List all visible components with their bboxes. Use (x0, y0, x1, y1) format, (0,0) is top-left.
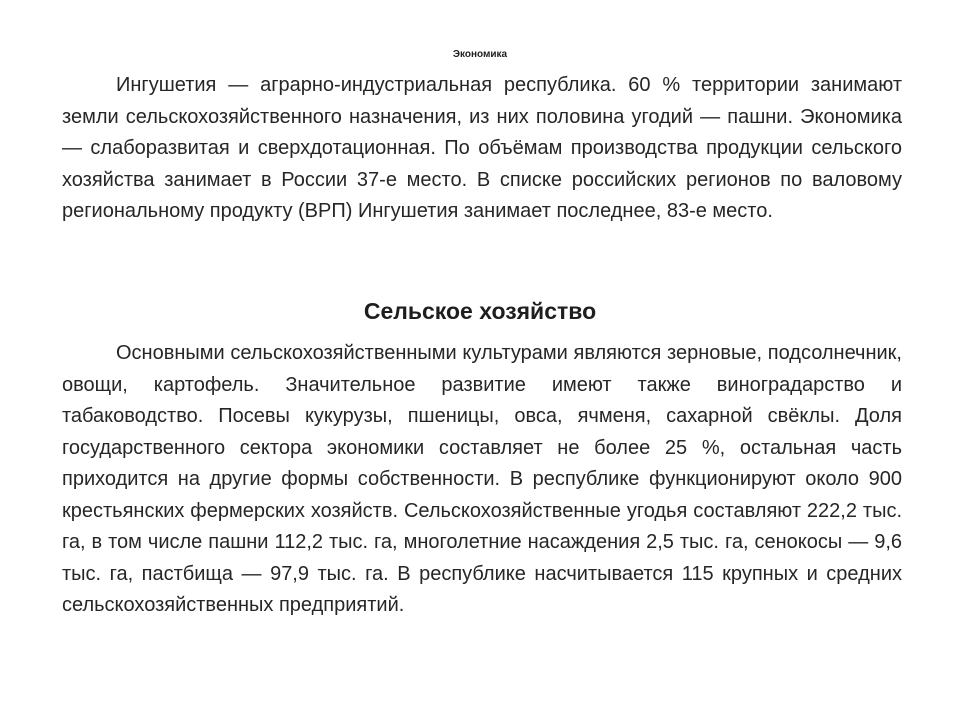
agriculture-paragraph: Основными сельскохозяйственными культурами являются зерновые, подсолнечник, овощи, картофель. Значительное развитие имеют также виноградарство и табаководство. Посевы кукурузы, пшеницы, овса, ячменя, сахарной свёклы. Доля государственного сектора экономики составляет не более 25 %, остальная часть приходится на другие формы собственности. В республике функционируют около 900 крестьянских фермерских хозяйств. Сельскохозяйственные угодья составляют 222,2 тыс. га, в том числе пашни 112,2 тыс. га, многолетние насаждения 2,5 тыс. га, сенокосы — 9,6 тыс. га, пастбища — 97,9 тыс. га. В республике насчитывается 115 крупных и средних сельскохозяйственных предприятий. (62, 342, 902, 616)
slide-title: Экономика (452, 49, 508, 60)
economy-paragraph: Ингушетия — аграрно-индустриальная республика. 60 % территории занимают земли сельскохозяйственного назначения, из них половина угодий — пашни. Экономика — слаборазвитая и сверхдотационная. По объёмам производства продукции сельского хозяйства занимает в России 37-е место. В списке российских регионов по валовому региональному продукту (ВРП) Ингушетия занимает последнее, 83-е место. (62, 74, 902, 222)
section-heading: Сельское хозяйство (363, 298, 597, 324)
